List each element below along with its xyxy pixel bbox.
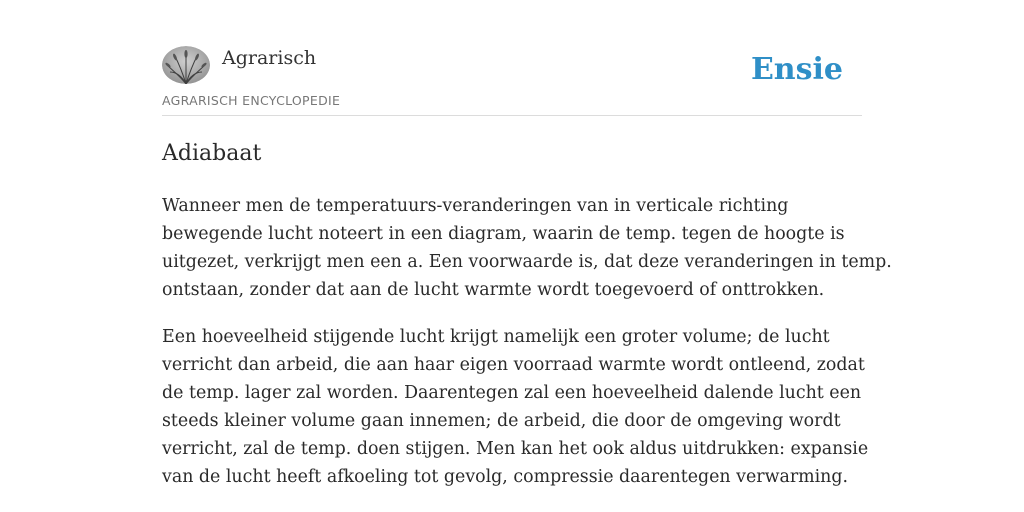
paragraph-line: Een hoeveelheid stijgende lucht krijgt namelijk een groter volume; de lucht (162, 327, 830, 347)
brand-logo[interactable]: Ensie (750, 52, 843, 87)
wheat-logo-icon[interactable] (162, 46, 210, 84)
paragraph-line: verricht dan arbeid, die aan haar eigen voorraad warmte wordt ontleend, zodat (162, 355, 865, 375)
source-header (162, 0, 862, 116)
paragraph-line: ontstaan, zonder dat aan de lucht warmte wordt toegevoerd of onttrokken. (162, 280, 825, 300)
article-container (162, 0, 892, 487)
paragraph-line: bewegende lucht noteert in een diagram, waarin de temp. tegen de hoogte is (162, 224, 845, 244)
paragraph-line: van de lucht heeft afkoeling tot gevolg, compressie daarentegen verwarming. (162, 467, 849, 487)
paragraph-line: steeds kleiner volume gaan innemen; de arbeid, die door de omgeving wordt (162, 411, 841, 431)
source-subtitle: AGRARISCH ENCYCLOPEDIE (162, 93, 341, 108)
article-title: Adiabaat (162, 141, 262, 166)
paragraph-line: de temp. lager zal worden. Daarentegen zal een hoeveelheid dalende lucht een (162, 383, 862, 403)
article-paragraph-2 (162, 323, 869, 491)
paragraph-line: verricht, zal de temp. doen stijgen. Men kan het ook aldus uitdrukken: expansie (162, 439, 869, 459)
paragraph-line: Wanneer men de temperatuurs-veranderingen van in verticale richting (162, 196, 789, 216)
paragraph-line: uitgezet, verkrijgt men een a. Een voorwaarde is, dat deze veranderingen in temp. (162, 252, 892, 272)
article-paragraph-1 (162, 192, 892, 304)
source-name[interactable]: Agrarisch (222, 47, 317, 69)
